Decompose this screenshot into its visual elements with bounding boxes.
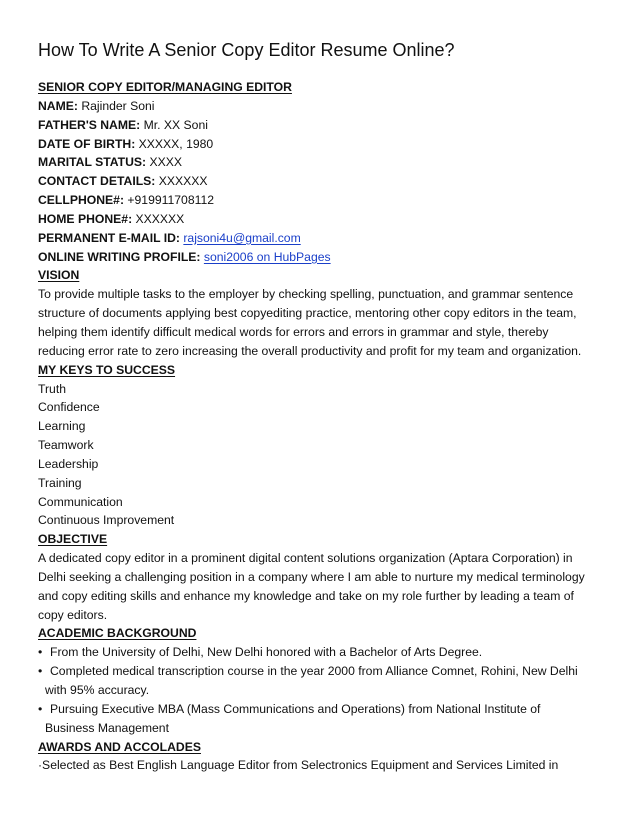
awards-heading: AWARDS AND ACCOLADES — [38, 739, 201, 754]
home-phone-value: XXXXXX — [135, 211, 185, 226]
cellphone-label: CELLPHONE#: — [38, 193, 124, 208]
dob-value: XXXXX, 1980 — [138, 136, 214, 151]
contact-details-row — [38, 172, 618, 191]
bullet-marker: • — [38, 664, 43, 679]
key-item: Training — [38, 475, 82, 490]
writing-profile-row — [38, 248, 618, 267]
vision-line: helping them identify difficult medical words for errors and errors in grammar and style, thereby — [38, 324, 549, 339]
bullet-marker: • — [38, 645, 43, 660]
marital-status-value: XXXX — [149, 155, 183, 170]
academic-heading: ACADEMIC BACKGROUND — [38, 626, 197, 641]
name-row — [38, 97, 618, 116]
academic-item-continuation: Business Management — [45, 720, 169, 735]
objective-line: and copy editing skills and enhance my knowledge and take on my role further by leading a team of — [38, 588, 574, 603]
objective-heading: OBJECTIVE — [38, 532, 108, 547]
academic-item-text: From the University of Delhi, New Delhi honored with a Bachelor of Arts Degree. — [50, 645, 483, 660]
objective-line: copy editors. — [38, 607, 108, 622]
contact-details-value: XXXXXX — [158, 174, 208, 189]
bullet-marker: • — [38, 701, 43, 716]
academic-bullet-item — [38, 643, 618, 662]
objective-line: Delhi seeking a challenging position in a company where I am able to nurture my medical terminology — [38, 569, 585, 584]
academic-bullet-item — [38, 662, 618, 681]
home-phone-label: HOME PHONE#: — [38, 211, 133, 226]
dob-row — [38, 135, 618, 154]
marital-status-label: MARITAL STATUS: — [38, 155, 147, 170]
key-item: Learning — [38, 419, 86, 434]
dob-label: DATE OF BIRTH: — [38, 136, 136, 151]
father-name-row — [38, 116, 618, 135]
email-row — [38, 229, 618, 248]
vision-line: structure of documents applying best copyediting practice, mentoring other copy editors in the team, — [38, 306, 577, 321]
academic-item-text: Pursuing Executive MBA (Mass Communications and Operations) from National Institute of — [50, 701, 541, 716]
resume-content — [38, 78, 618, 775]
academic-item-text: Completed medical transcription course in the year 2000 from Alliance Comnet, Rohini, New Delhi — [50, 664, 578, 679]
key-item: Leadership — [38, 456, 99, 471]
name-value: Rajinder Soni — [81, 98, 155, 113]
father-name-value: Mr. XX Soni — [143, 117, 208, 132]
key-item: Confidence — [38, 400, 100, 415]
email-label: PERMANENT E-MAIL ID: — [38, 230, 180, 245]
writing-profile-link[interactable]: soni2006 on HubPages — [203, 249, 331, 264]
vision-heading: VISION — [38, 268, 80, 283]
marital-status-row — [38, 153, 618, 172]
award-line: ·Selected as Best English Language Editor from Selectronics Equipment and Services Limited in — [38, 758, 559, 773]
key-item: Continuous Improvement — [38, 513, 175, 528]
name-label: NAME: — [38, 98, 78, 113]
keys-heading: MY KEYS TO SUCCESS — [38, 362, 176, 377]
page-title: How To Write A Senior Copy Editor Resume Online? — [38, 40, 455, 60]
vision-line: reducing error rate to zero increasing the overall productivity and profit for my team and organization. — [38, 343, 582, 358]
key-item: Truth — [38, 381, 66, 396]
resume-heading: SENIOR COPY EDITOR/MANAGING EDITOR — [38, 80, 292, 94]
cellphone-row — [38, 191, 618, 210]
cellphone-value: +919911708112 — [127, 193, 215, 208]
vision-line: To provide multiple tasks to the employer by checking spelling, punctuation, and grammar sentence — [38, 287, 574, 302]
key-item: Communication — [38, 494, 123, 509]
academic-bullet-item — [38, 700, 618, 719]
contact-details-label: CONTACT DETAILS: — [38, 174, 156, 189]
academic-item-continuation: with 95% accuracy. — [45, 683, 150, 697]
objective-line: A dedicated copy editor in a prominent digital content solutions organization (Aptara Corporation) in — [38, 551, 573, 566]
home-phone-row — [38, 210, 618, 229]
key-item: Teamwork — [38, 438, 94, 453]
writing-profile-label: ONLINE WRITING PROFILE: — [38, 249, 201, 264]
father-name-label: FATHER'S NAME: — [38, 117, 141, 132]
email-link[interactable]: rajsoni4u@gmail.com — [183, 230, 301, 245]
